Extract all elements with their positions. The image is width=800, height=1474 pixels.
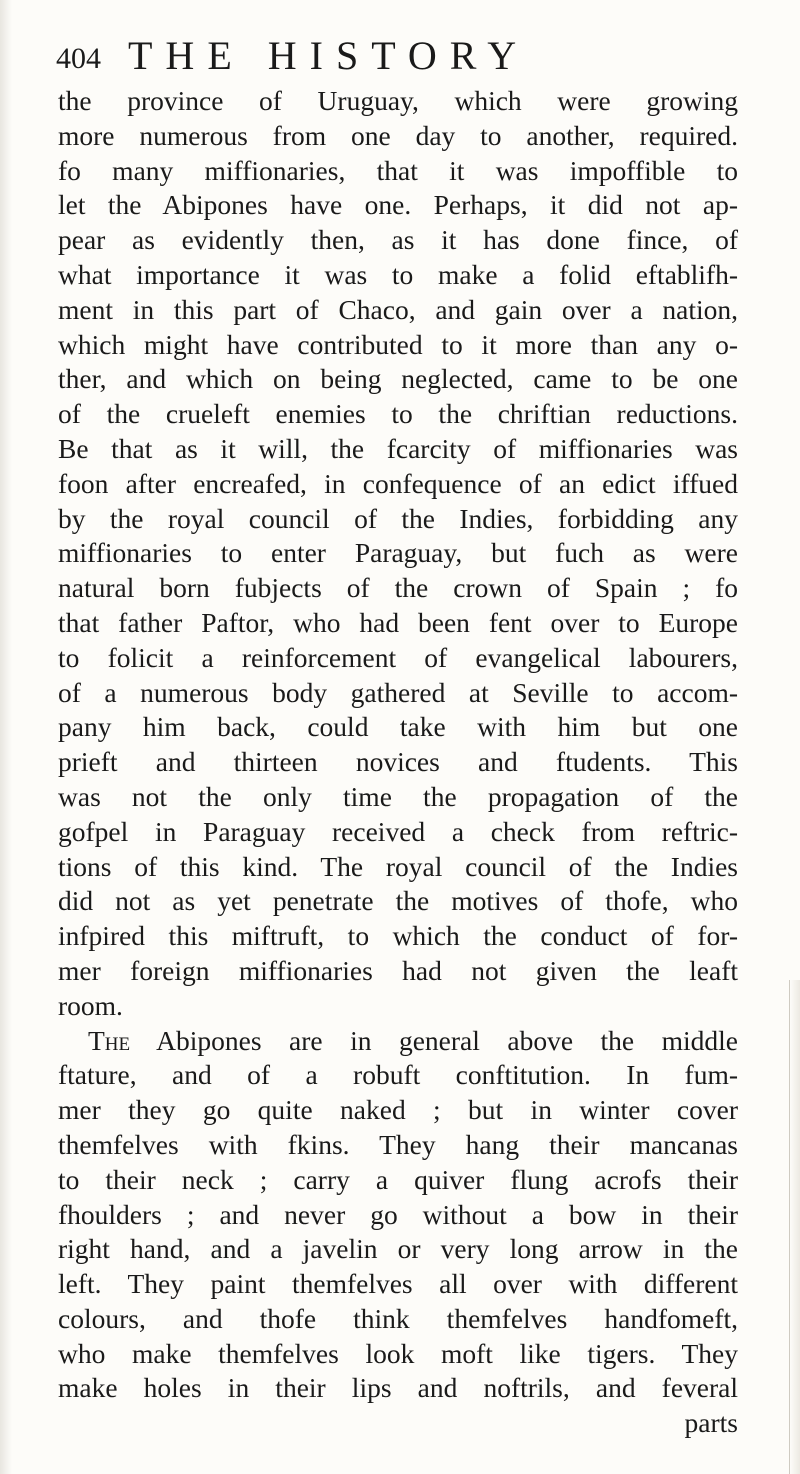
text-line: the province of Uruguay, which were growing [58,85,738,116]
running-head: THE HISTORY [128,33,530,78]
paragraph-lead: The [88,1024,131,1056]
text-line: of the crueleft enemies to the chriftian reductions. [58,398,738,430]
text-line: room. [58,989,123,1021]
text-line: that father Paftor, who had been fent over to Europe [58,606,738,638]
text-line: left. They paint themfelves all over with different [58,1268,738,1300]
text-line: pear as evidently then, as it has done fince, of [58,224,738,256]
text-line: Be that as it will, the fcarcity of miffionaries was [58,432,738,464]
text-line: gofpel in Paraguay received a check from reftric- [58,815,738,847]
text-line: natural born fubjects of the crown of Spain ; fo [58,572,738,604]
text-line: pany him back, could take with him but one [58,711,738,743]
text-line: was not the only time the propagation of the [58,780,738,812]
text-line: ftature, and of a robuft conftitution. In fum- [58,1059,738,1091]
text-line: who make themfelves look moft like tigers. They [58,1337,738,1369]
text-line: right hand, and a javelin or very long arrow in the [58,1233,738,1265]
text-line: ther, and which on being neglected, came to be one [58,363,738,395]
text-line: colours, and thofe think themfelves handfomeft, [58,1302,738,1334]
text-line: themfelves with fkins. They hang their mancanas [58,1128,738,1160]
body-text [58,84,738,1441]
page-header [56,20,716,80]
text-line: make holes in their lips and noftrils, and feveral [58,1372,738,1404]
text-line: what importance it was to make a folid eftablifh- [58,258,738,290]
text-line: of a numerous body gathered at Seville to accom- [58,676,738,708]
catchword: parts [684,1407,738,1439]
page-gutter-shadow [0,0,12,1474]
page-number: 404 [56,42,101,75]
text-line: tions of this kind. The royal council of the Indies [58,850,738,882]
text-line: miffionaries to enter Paraguay, but fuch as were [58,537,738,569]
text-line [58,1024,738,1059]
text-line: more numerous from one day to another, required. [58,119,738,151]
paragraph-2 [58,1024,738,1407]
text-line: did not as yet penetrate the motives of thofe, who [58,885,738,917]
text-line: fo many miffionaries, that it was impoffible to [58,154,738,186]
text-line: let the Abipones have one. Perhaps, it did not ap- [58,189,738,221]
text-line: by the royal council of the Indies, forbidding any [58,502,738,534]
text-line: to folicit a reinforcement of evangelical labourers, [58,641,738,673]
text-line: mer they go quite naked ; but in winter cover [58,1094,738,1126]
text-line: mer foreign miffionaries had not given the leaft [58,954,738,986]
text-line: infpired this miftruft, to which the conduct of for- [58,920,738,952]
text-line: fhoulders ; and never go without a bow in their [58,1198,738,1230]
text-line: foon after encreafed, in confequence of an edict iffued [58,467,738,499]
paragraph-1 [58,84,738,1024]
text-line: which might have contributed to it more than any o- [58,328,738,360]
paragraph-lead-rest: Abipones are in general above the middle [156,1024,739,1056]
text-line: prieft and thirteen novices and ftudents. This [58,746,738,778]
text-line: to their neck ; carry a quiver flung acrofs their [58,1163,738,1195]
page-edge [789,980,800,1474]
text-line: ment in this part of Chaco, and gain over a nation, [58,293,738,325]
